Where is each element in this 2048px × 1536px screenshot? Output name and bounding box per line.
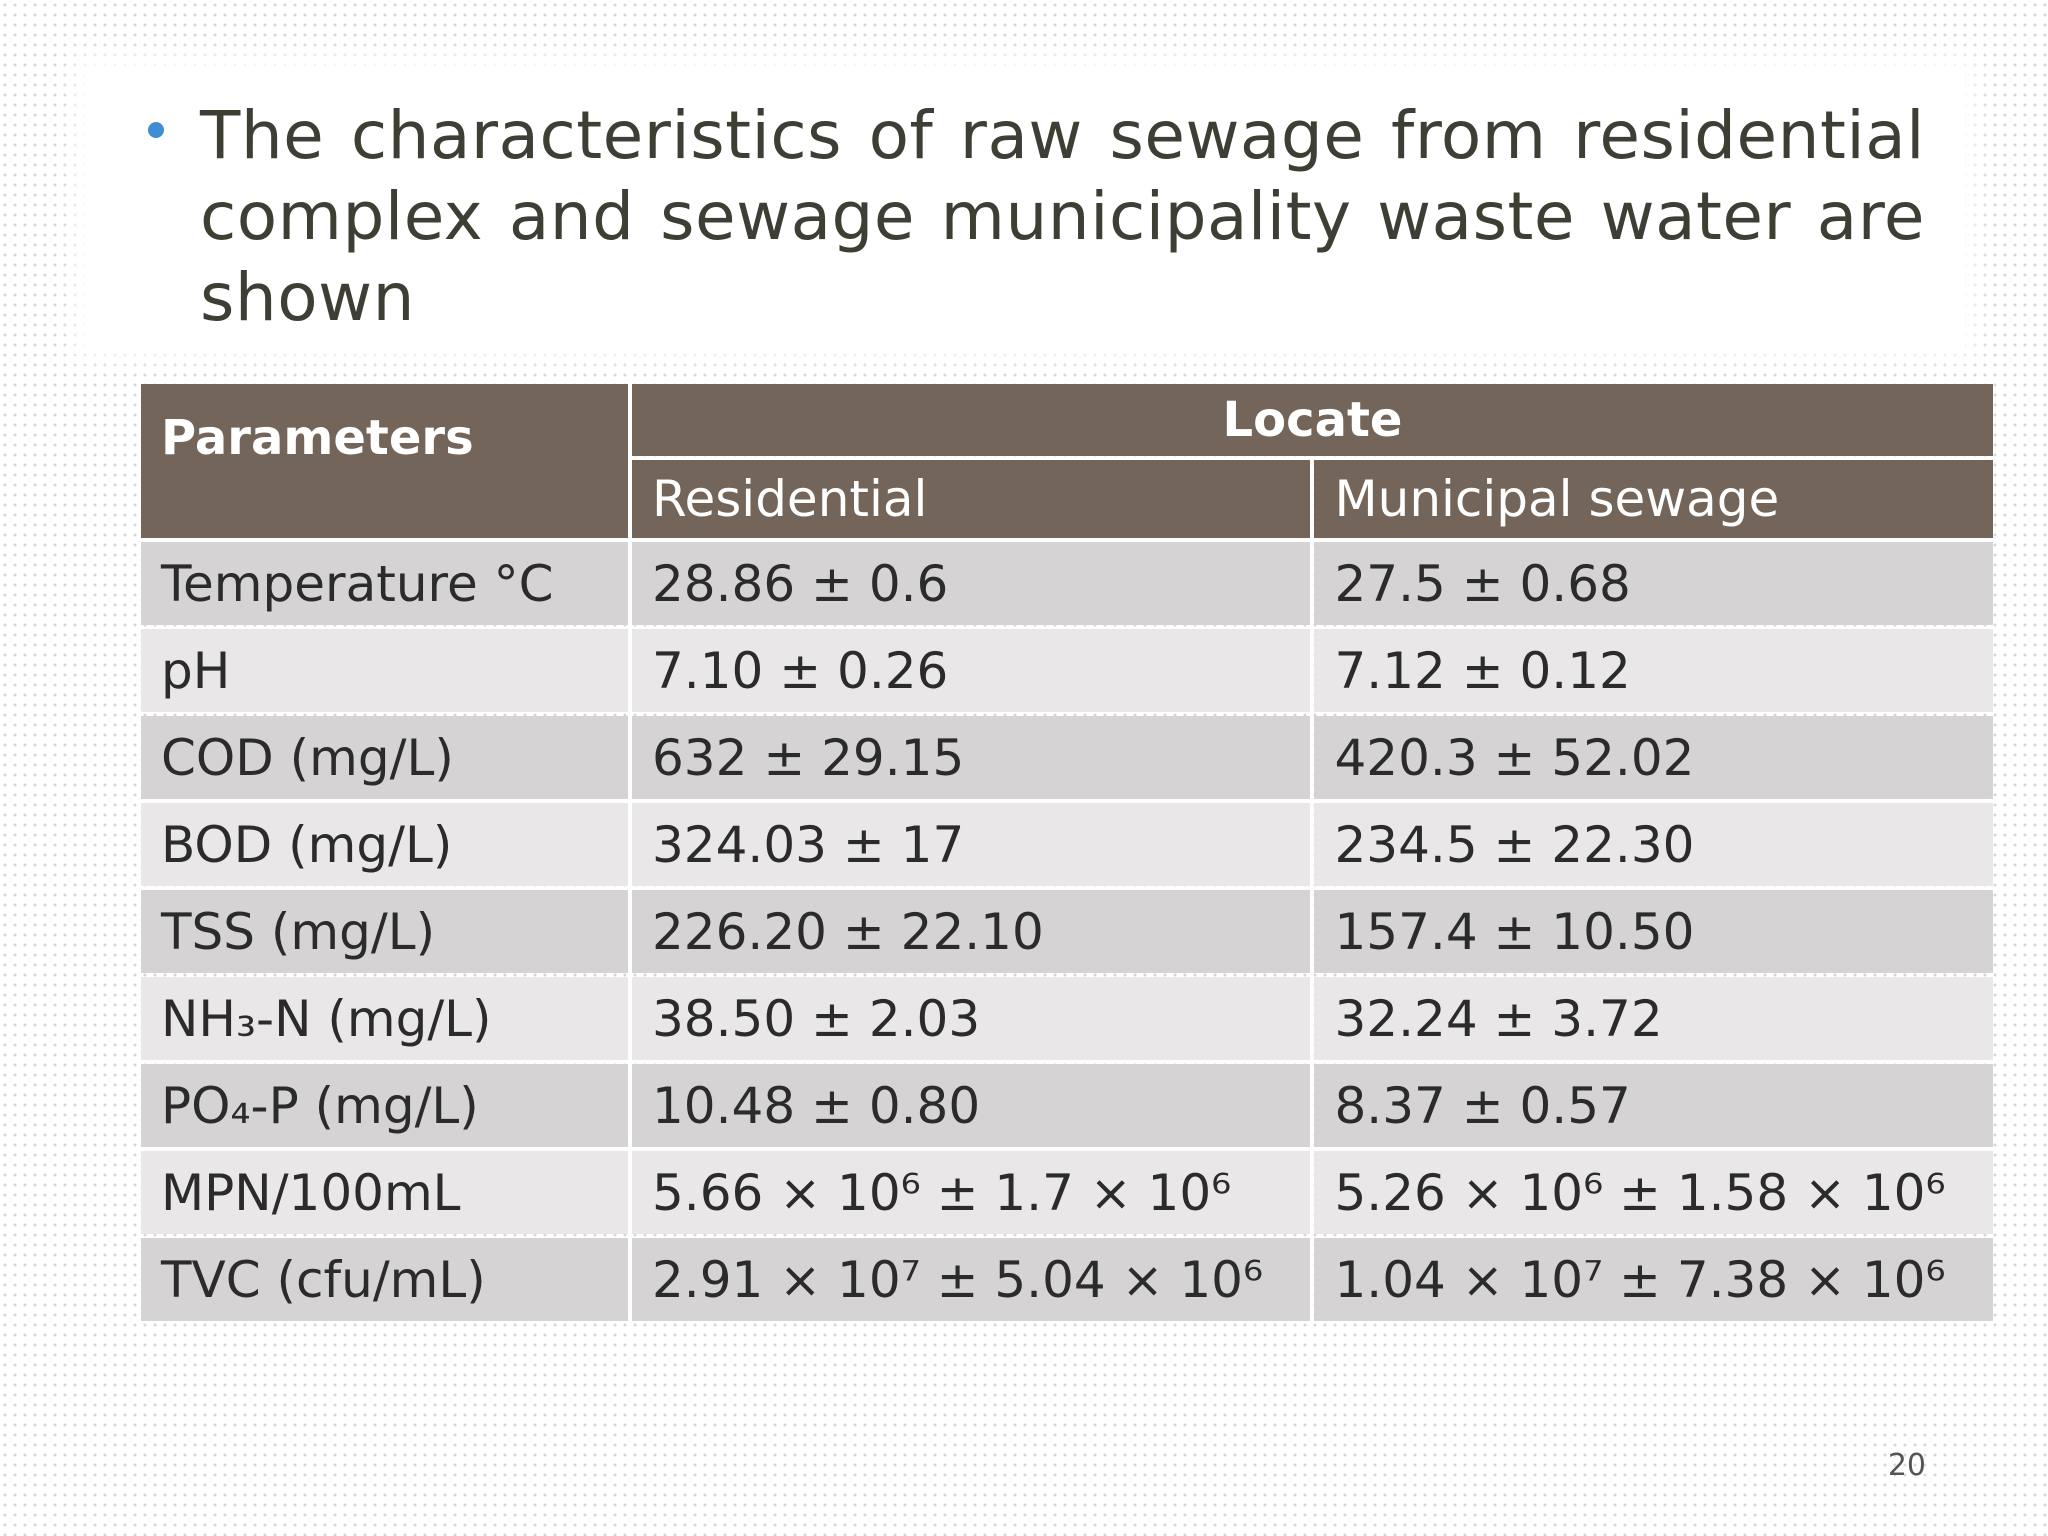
cell-municipal: 32.24 ± 3.72 [1314, 977, 1993, 1060]
table-row [141, 803, 1993, 886]
cell-municipal: 7.12 ± 0.12 [1314, 629, 1993, 712]
cell-parameter: TSS (mg/L) [141, 890, 628, 973]
cell-residential: 632 ± 29.15 [632, 716, 1310, 799]
table-row [141, 1064, 1993, 1147]
cell-municipal: 8.37 ± 0.57 [1314, 1064, 1993, 1147]
table-row [141, 977, 1993, 1060]
cell-municipal: 157.4 ± 10.50 [1314, 890, 1993, 973]
cell-parameter: TVC (cfu/mL) [141, 1238, 628, 1321]
cell-municipal: 420.3 ± 52.02 [1314, 716, 1993, 799]
cell-parameter: COD (mg/L) [141, 716, 628, 799]
header-residential: Residential [632, 460, 1310, 538]
page-number: 20 [1887, 1448, 1926, 1483]
cell-parameter: MPN/100mL [141, 1151, 628, 1234]
cell-municipal: 27.5 ± 0.68 [1314, 542, 1993, 625]
cell-parameter: BOD (mg/L) [141, 803, 628, 886]
cell-residential: 10.48 ± 0.80 [632, 1064, 1310, 1147]
header-municipal-sewage: Municipal sewage [1314, 460, 1993, 538]
table-row [141, 1238, 1993, 1321]
table-row [141, 542, 1993, 625]
header-locate: Locate [632, 384, 1993, 456]
table-row [141, 629, 1993, 712]
bullet-text: The characteristics of raw sewage from residential complex and sewage municipality waste water are shown [200, 97, 1925, 336]
cell-municipal: 5.26 × 10⁶ ± 1.58 × 10⁶ [1314, 1151, 1993, 1234]
bullet-icon [148, 122, 164, 138]
cell-municipal: 234.5 ± 22.30 [1314, 803, 1993, 886]
cell-residential: 28.86 ± 0.6 [632, 542, 1310, 625]
cell-municipal: 1.04 × 10⁷ ± 7.38 × 10⁶ [1314, 1238, 1993, 1321]
cell-parameter: PO₄-P (mg/L) [141, 1064, 628, 1147]
table-row [141, 1151, 1993, 1234]
cell-residential: 38.50 ± 2.03 [632, 977, 1310, 1060]
cell-residential: 226.20 ± 22.10 [632, 890, 1310, 973]
cell-residential: 7.10 ± 0.26 [632, 629, 1310, 712]
cell-parameter: pH [141, 629, 628, 712]
header-parameters: Parameters [141, 384, 628, 538]
cell-residential: 324.03 ± 17 [632, 803, 1310, 886]
cell-parameter: Temperature °C [141, 542, 628, 625]
cell-residential: 2.91 × 10⁷ ± 5.04 × 10⁶ [632, 1238, 1310, 1321]
table-row [141, 890, 1993, 973]
table-row [141, 716, 1993, 799]
cell-parameter: NH₃-N (mg/L) [141, 977, 628, 1060]
sewage-characteristics-table [137, 380, 1997, 1325]
cell-residential: 5.66 × 10⁶ ± 1.7 × 10⁶ [632, 1151, 1310, 1234]
